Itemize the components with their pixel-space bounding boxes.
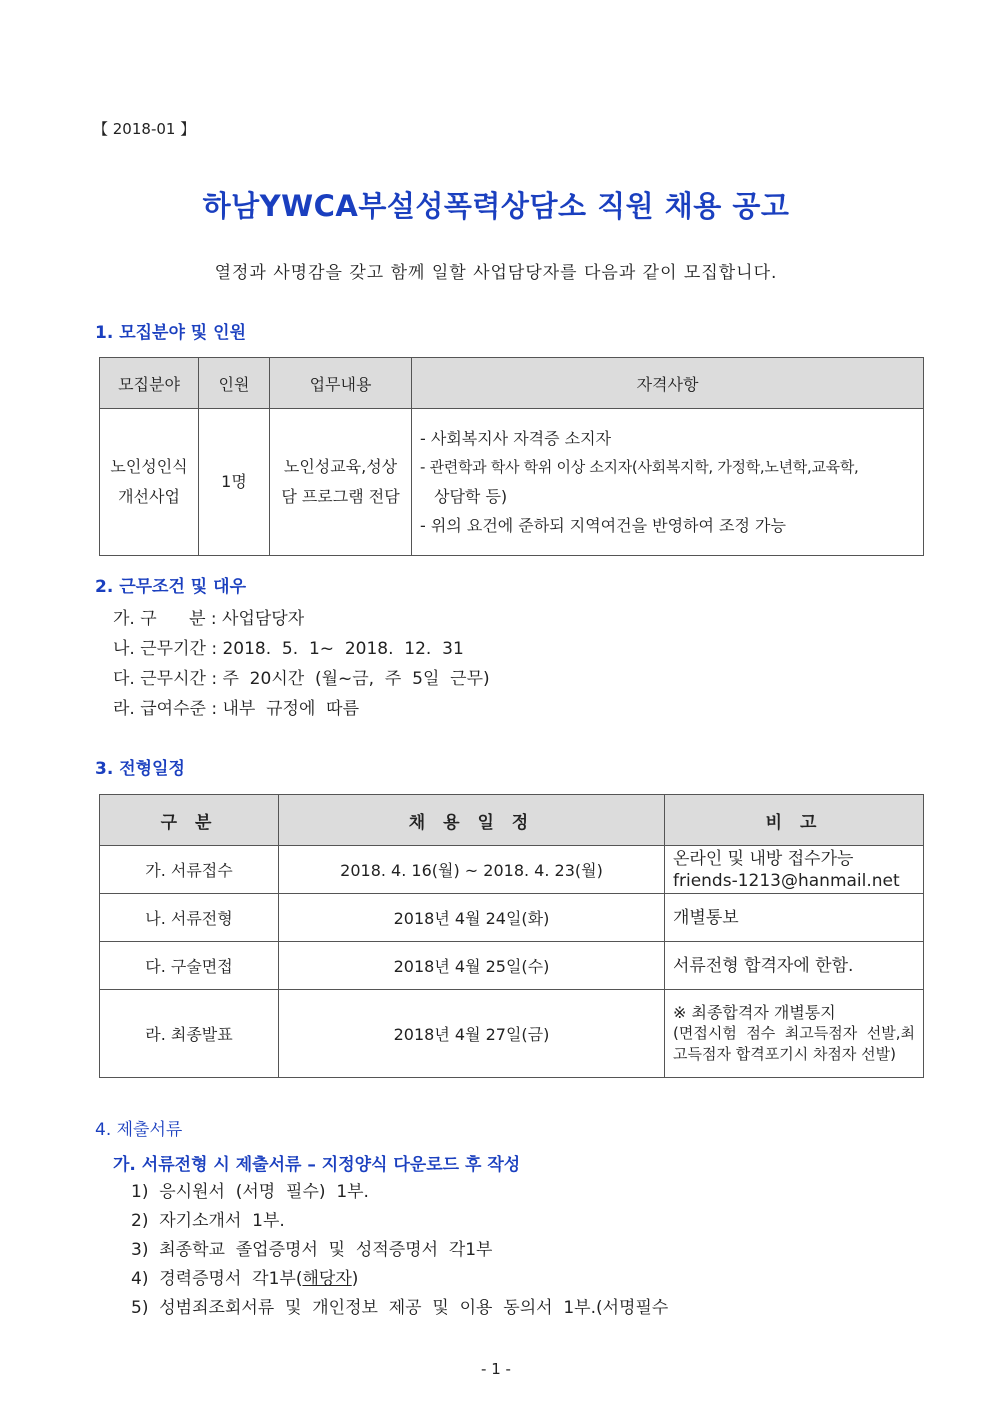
table-header-row — [100, 358, 924, 409]
date-cell: 2018년 4월 25일(수) — [279, 942, 665, 990]
intro-text: 열정과 사명감을 갖고 함께 일할 사업담당자를 다음과 같이 모집합니다. — [214, 263, 778, 283]
work-line: 노인성교육,성상 — [283, 457, 398, 476]
note-cell — [665, 846, 924, 894]
document-number: 【 2018-01 】 — [93, 120, 196, 138]
field-line: 노인성인식 — [110, 457, 188, 476]
list-item-text: ) — [351, 1269, 359, 1289]
list-item: 가. 구 분 : 사업담당자 — [113, 609, 305, 629]
table-header-cell: 채 용 일 정 — [279, 795, 665, 846]
schedule-table — [99, 794, 924, 1078]
page-number: - 1 - — [481, 1360, 511, 1378]
table-row — [100, 942, 924, 990]
step-cell: 라. 최종발표 — [100, 990, 279, 1078]
qualification-item: - 위의 요건에 준하되 지역여건을 반영하여 조정 가능 — [420, 516, 786, 535]
recruit-table — [99, 357, 924, 556]
step-cell: 다. 구술면접 — [100, 942, 279, 990]
list-item — [131, 1265, 668, 1294]
work-line: 담 프로그램 전담 — [281, 487, 400, 506]
table-header-cell: 모집분야 — [100, 358, 199, 409]
table-row — [100, 894, 924, 942]
note-line: 온라인 및 내방 접수가능 — [673, 848, 854, 869]
count-cell: 1명 — [199, 409, 270, 556]
list-item: 다. 근무시간 : 주 20시간 (월~금, 주 5일 근무) — [113, 669, 490, 689]
step-cell: 가. 서류접수 — [100, 846, 279, 894]
table-header-cell: 비 고 — [665, 795, 924, 846]
work-cell — [270, 409, 412, 556]
note-line: friends-1213@hanmail.net — [673, 870, 900, 891]
qualifications-cell — [412, 409, 924, 556]
qualification-item: 상담학 등) — [434, 487, 508, 506]
list-item: 5) 성범죄조회서류 및 개인정보 제공 및 이용 동의서 1부.(서명필수 — [131, 1298, 669, 1318]
date-cell: 2018. 4. 16(월) ~ 2018. 4. 23(월) — [279, 846, 665, 894]
note-cell: 개별통보 — [665, 894, 924, 942]
list-item-underlined: 해당자 — [302, 1269, 352, 1289]
list-item: 2) 자기소개서 1부. — [131, 1211, 285, 1231]
section-heading-documents: 4. 제출서류 — [95, 1120, 183, 1140]
date-cell: 2018년 4월 27일(금) — [279, 990, 665, 1078]
qualification-item: - 사회복지사 자격증 소지자 — [420, 429, 612, 448]
table-row — [100, 409, 924, 556]
note-cell — [665, 990, 924, 1078]
list-item: 3) 최종학교 졸업증명서 및 성적증명서 각1부 — [131, 1240, 493, 1260]
section-heading-schedule: 3. 전형일정 — [95, 759, 185, 779]
section-heading-recruit: 1. 모집분야 및 인원 — [95, 323, 246, 343]
table-row — [100, 846, 924, 894]
note-line: ※ 최종합격자 개별통지 — [673, 1003, 836, 1022]
table-header-cell: 자격사항 — [412, 358, 924, 409]
field-line: 개선사업 — [118, 487, 180, 506]
table-header-cell: 인원 — [199, 358, 270, 409]
date-cell: 2018년 4월 24일(화) — [279, 894, 665, 942]
list-item: 1) 응시원서 (서명 필수) 1부. — [131, 1182, 369, 1202]
table-header-cell: 업무내용 — [270, 358, 412, 409]
list-item: 라. 급여수준 : 내부 규정에 따름 — [113, 699, 360, 719]
note-cell: 서류전형 합격자에 한함. — [665, 942, 924, 990]
list-item: 나. 근무기간 : 2018. 5. 1~ 2018. 12. 31 — [113, 639, 464, 659]
page-title: 하남YWCA부설성폭력상담소 직원 채용 공고 — [202, 189, 790, 223]
table-header-row — [100, 795, 924, 846]
note-line: (면접시험 점수 최고득점자 선발,최고득점자 합격포기시 차점자 선발) — [673, 1024, 915, 1063]
section-heading-conditions: 2. 근무조건 및 대우 — [95, 577, 246, 597]
documents-list — [131, 1178, 668, 1323]
list-item-text: 4) 경력증명서 각1부( — [131, 1269, 303, 1289]
table-row — [100, 990, 924, 1078]
conditions-list — [113, 604, 490, 724]
field-cell — [100, 409, 199, 556]
documents-subtitle: 가. 서류전형 시 제출서류 – 지정양식 다운로드 후 작성 — [113, 1155, 521, 1175]
qualification-item: - 관련학과 학사 학위 이상 소지자(사회복지학, 가정학,노년학,교육학, — [420, 458, 859, 476]
table-header-cell: 구 분 — [100, 795, 279, 846]
step-cell: 나. 서류전형 — [100, 894, 279, 942]
